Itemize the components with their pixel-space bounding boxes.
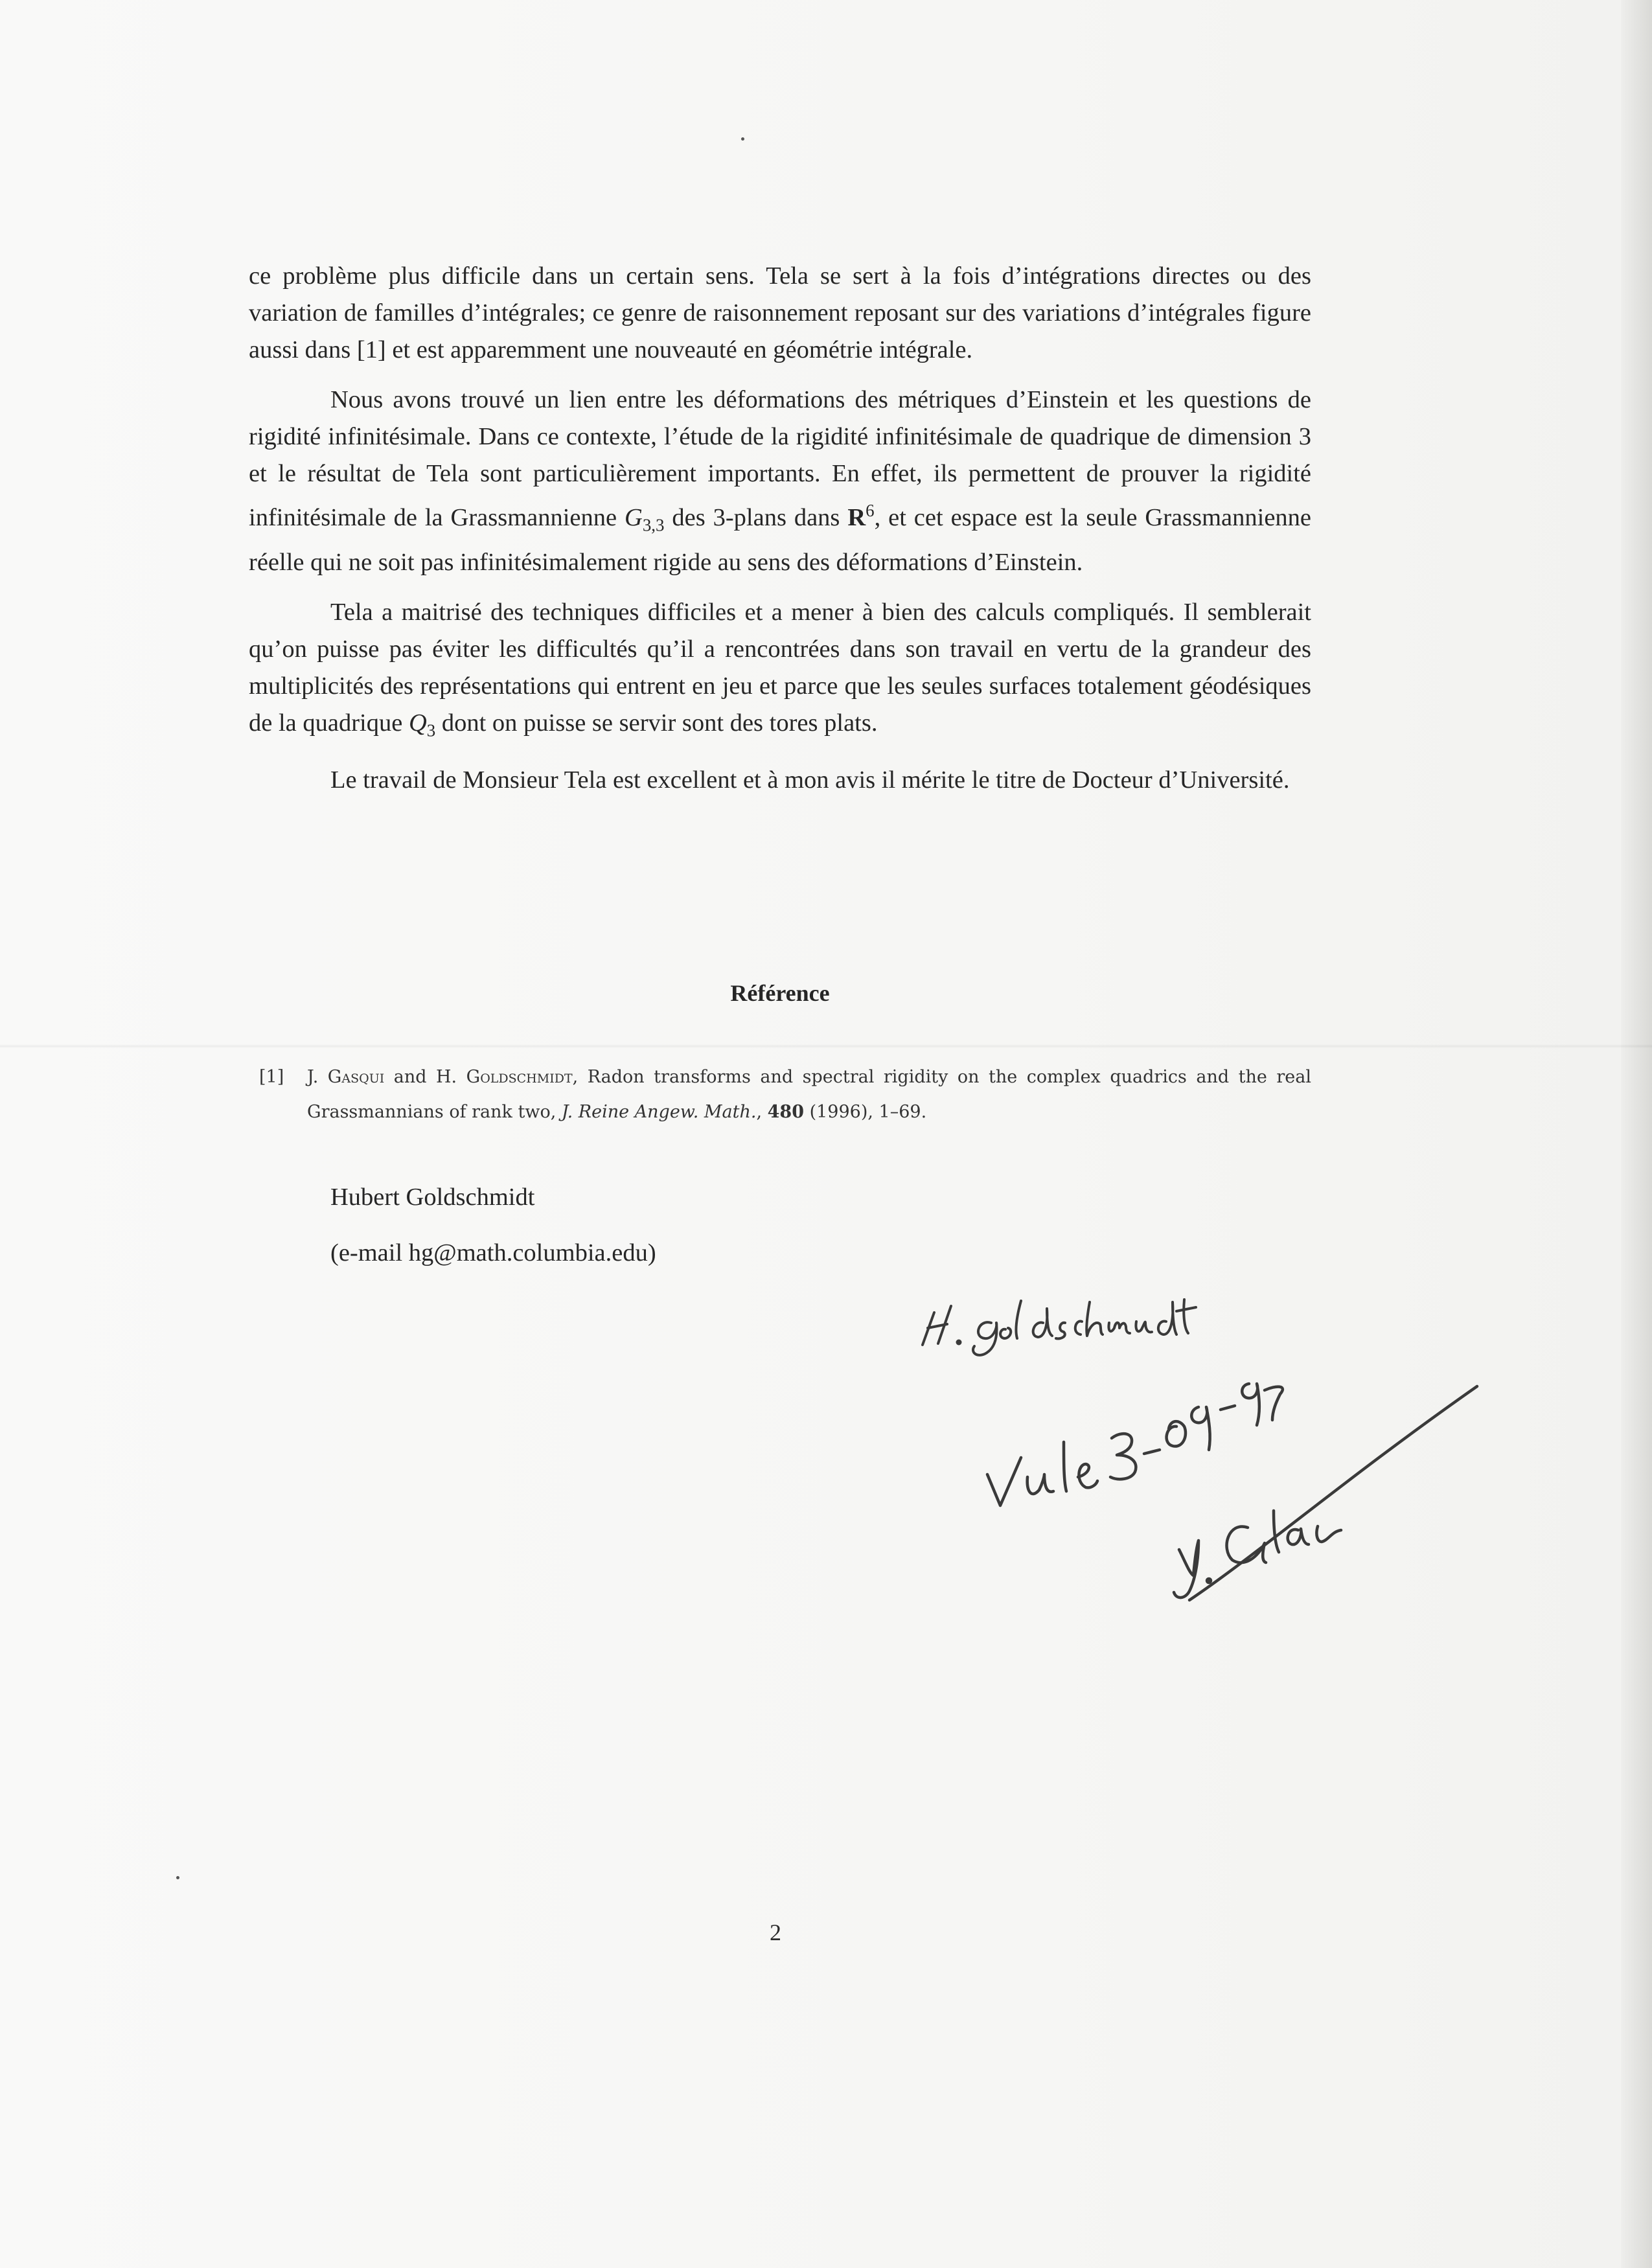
handwritten-annotations [894,1283,1516,1645]
handwritten-signature [923,1300,1196,1355]
dust-speck [176,1876,179,1879]
paragraph-4: Le travail de Monsieur Tela est excellent et à mon avis il mérite le titre de Docteur d’Université. [330,766,1290,794]
signatory-name: Hubert Goldschmidt [330,1184,535,1211]
handwritten-initials [1174,1386,1477,1600]
signatory-email: (e-mail hg@math.columbia.edu) [330,1239,656,1266]
reference-entry [259,1060,1311,1130]
handwritten-approval [987,1384,1283,1506]
letter-body [249,258,1311,812]
reference-heading: Référence [730,980,830,1006]
dust-speck [741,137,744,141]
paragraph-2: Nous avons trouvé un lien entre les déformations des métriques d’Einstein et les questions de rigidité infinitésimale. Dans ce contexte, l’étude de la rigidité infinitésimale de quadrique de dimension 3 et le résultat de Tela sont particulièrement importants. En effet, ils permettent de prouver la rigidité infinitésimale de la Grassmannienne $G_{3,3}$ des 3-plans dans $R^6$, et cet espace est la seule Grassmannienne réelle qui ne soit pas infinitésimalement rigide au sens des déformations d’Einstein. [249,386,1311,576]
page-number: 2 [770,1919,781,1945]
reference-citation: J. Gasqui and H. Goldschmidt, Radon transforms and spectral rigidity on the complex quadrics and the real Grassmannians of rank two, J. Reine Angew. Math., 480 (1996), 1–69. [307,1067,1312,1122]
page-edge-shadow [1621,0,1652,2268]
paper-fold-line [0,1044,1652,1048]
paragraph-3: Tela a maitrisé des techniques difficiles et a mener à bien des calculs compliqués. Il semblerait qu’on puisse pas éviter les difficultés qu’il a rencontrées dans son travail en vertu de la grandeur des multiplicités des représentations qui entrent en jeu et parce que les seules surfaces totalement géodésiques de la quadrique $Q_3$ dont on puisse se servir sont des tores plats. [249,598,1311,740]
reference-number: [1] [259,1067,284,1087]
paragraph-1: ce problème plus difficile dans un certain sens. Tela se sert à la fois d’intégrations directes ou des variation de familles d’intégrales; ce genre de raisonnement reposant sur des variations d’intégrales figure aussi dans [1] et est apparemment une nouveauté en géométrie intégrale. [249,262,1311,363]
